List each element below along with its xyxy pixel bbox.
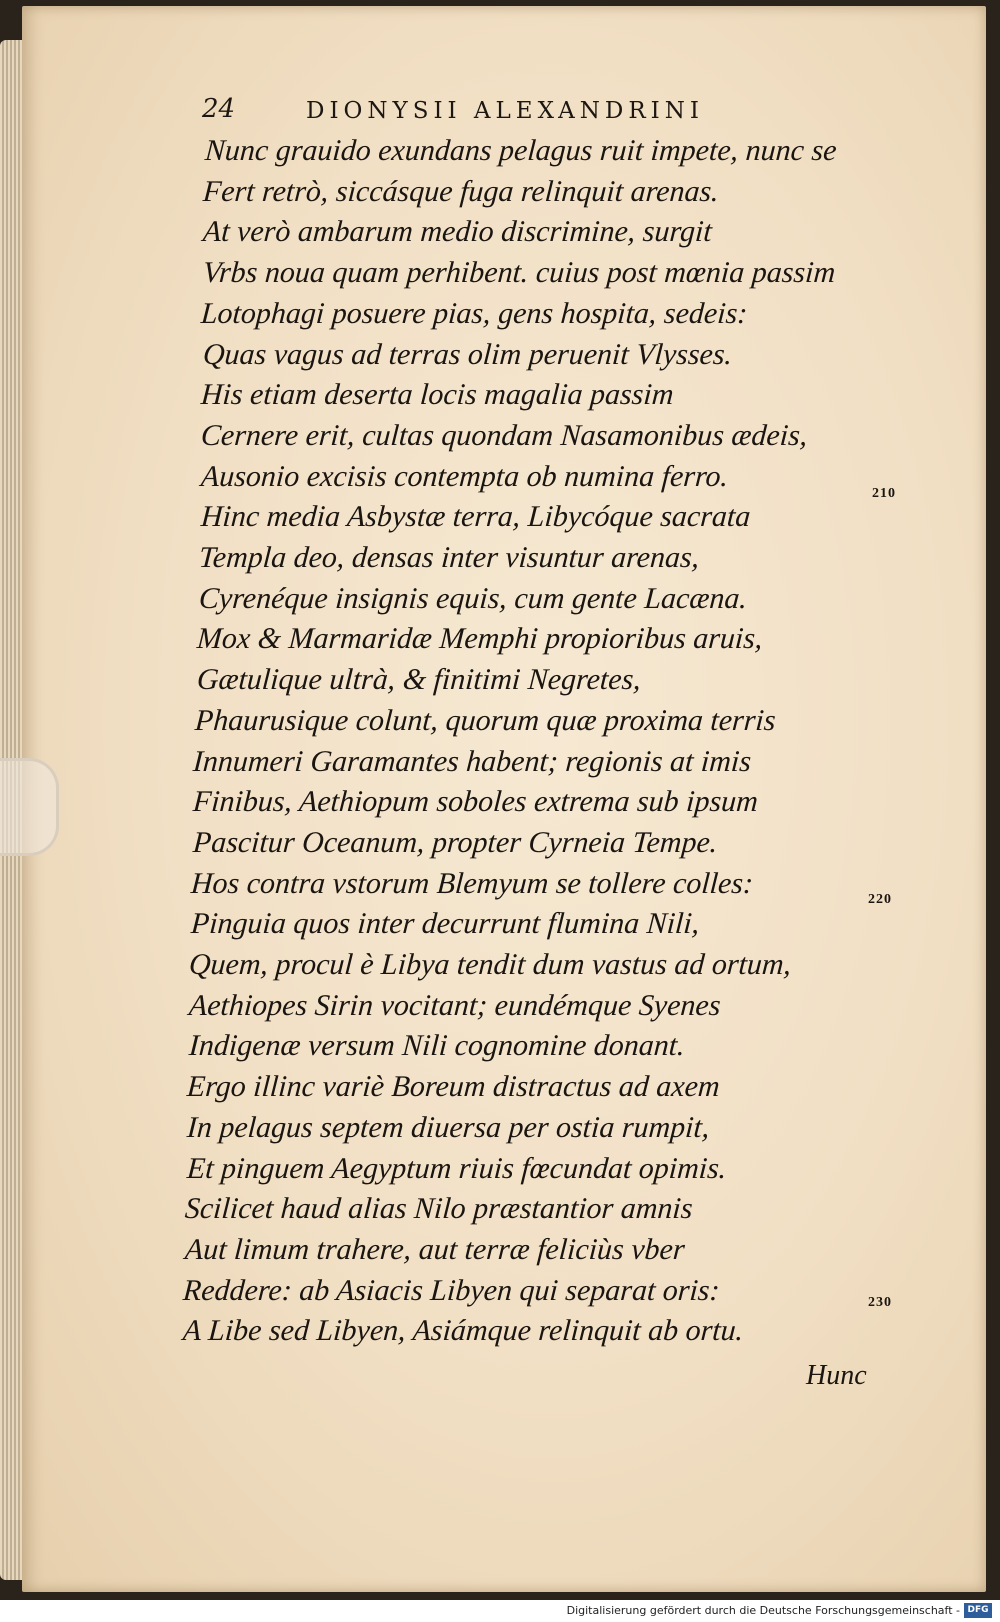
verse-line: Scilicet haud alias Nilo præstantior amnis [183, 1192, 694, 1225]
digitization-footer [0, 1600, 1000, 1622]
verse-line: Innumeri Garamantes habent; regionis at imis [191, 745, 753, 778]
verse-line: Phaurusique colunt, quorum quæ proxima terris [193, 704, 777, 737]
verse-line: Pascitur Oceanum, propter Cyrneia Tempe. [191, 826, 719, 859]
verse-line: Cyrenéque insignis equis, cum gente Lacæna. [197, 582, 749, 615]
verse-line: Lotophagi posuere pias, gens hospita, sedeis: [199, 297, 749, 330]
line-number: 220 [868, 892, 892, 907]
catchword: Hunc [806, 1360, 867, 1391]
verse-line: Mox & Marmaridæ Memphi propioribus aruis, [195, 622, 764, 655]
verse-line: In pelagus septem diuersa per ostia rumpit, [185, 1111, 711, 1144]
verse-line: Quas vagus ad terras olim peruenit Vlysses. [201, 338, 734, 371]
line-number: 230 [868, 1295, 892, 1310]
verse-line: Hos contra vstorum Blemyum se tollere colles: [189, 867, 755, 900]
verse-line: Fert retrò, siccásque fuga relinquit arenas. [201, 175, 720, 208]
verse-line: A Libe sed Libyen, Asiámque relinquit ab ortu. [181, 1314, 745, 1347]
verse-line: Gætulique ultrà, & finitimi Negretes, [195, 663, 643, 696]
verse-line: Pinguia quos inter decurrunt flumina Nili, [189, 907, 701, 940]
verse-line: Templa deo, densas inter visuntur arenas, [197, 541, 701, 574]
footer-credit: Digitalisierung gefördert durch die Deutsche Forschungsgemeinschaft - [566, 1604, 960, 1617]
verse-line: Aethiopes Sirin vocitant; eundémque Syenes [187, 989, 722, 1022]
verse-line: Ergo illinc variè Boreum distractus ad axem [185, 1070, 721, 1103]
verse-line: Hinc media Asbystæ terra, Libycóque sacrata [199, 500, 752, 533]
verse-line: Nunc grauido exundans pelagus ruit impete, nunc se [203, 134, 838, 167]
verse-line: Indigenæ versum Nili cognomine donant. [187, 1029, 686, 1062]
running-title: DIONYSII ALEXANDRINI [306, 98, 704, 124]
line-number: 210 [872, 486, 896, 501]
verse-line: Quem, procul è Libya tendit dum vastus ad ortum, [187, 948, 793, 981]
verse-line: Ausonio excisis contempta ob numina ferro. [199, 460, 730, 493]
verse-line: Cernere erit, cultas quondam Nasamonibus ædeis, [199, 419, 809, 452]
verse-line: Finibus, Aethiopum soboles extrema sub ipsum [191, 785, 760, 818]
verse-line: Et pinguem Aegyptum riuis fœcundat opimis. [185, 1152, 728, 1185]
verse-line: Reddere: ab Asiacis Libyen qui separat oris: [181, 1274, 721, 1307]
verse-line: Vrbs noua quam perhibent. cuius post mœnia passim [201, 256, 837, 289]
page-number: 24 [202, 94, 236, 124]
verse-line: His etiam deserta locis magalia passim [199, 378, 675, 411]
verse-line: At verò ambarum medio discrimine, surgit [201, 215, 714, 248]
dfg-logo: DFG [964, 1603, 992, 1618]
verse-line: Aut limum trahere, aut terræ feliciùs vber [183, 1233, 686, 1266]
